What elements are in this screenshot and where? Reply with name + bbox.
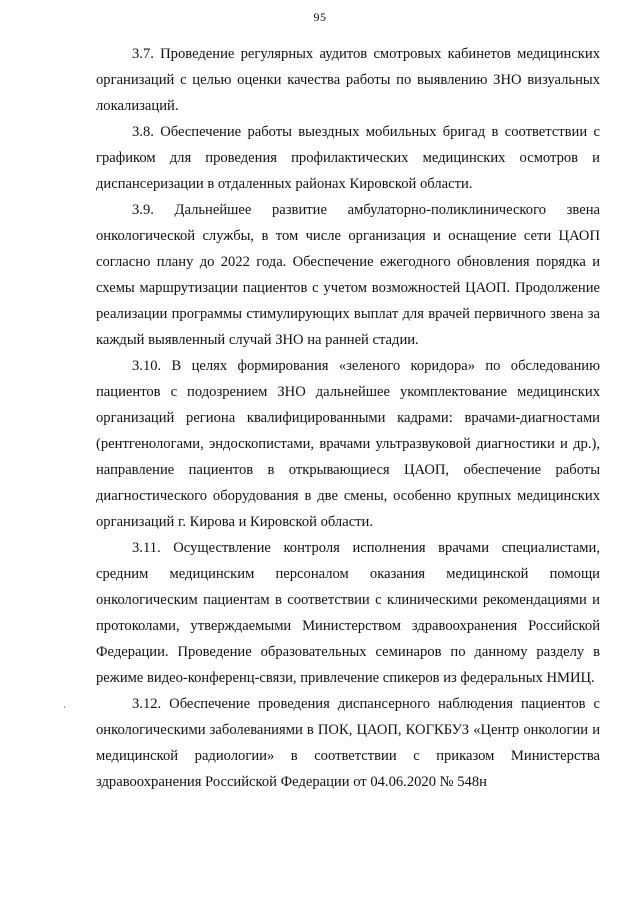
- paragraph-3-9: 3.9. Дальнейшее развитие амбулаторно-поликлинического звена онкологической службы, в том числе организация и оснащение сети ЦАОП согласно плану до 2022 года. Обеспечение ежегодного обновления порядка и схемы маршрутизации пациентов с учетом возможностей ЦАОП. Продолжение реализации программы стимулирующих выплат для врачей первичного звена за каждый выявленный случай ЗНО на ранней стадии.: [96, 202, 600, 348]
- paragraph-3-11: 3.11. Осуществление контроля исполнения врачами специалистами, средним медицинским персоналом оказания медицинской помощи онкологическим пациентам в соответствии с клиническими рекомендациями и протоколами, утверждаемыми Министерством здравоохранения Российской Федерации. Проведение образовательных семинаров по данному разделу в режиме видео-конференц-связи, привлечение спикеров из федеральных НМИЦ.: [96, 540, 600, 686]
- document-body: [96, 41, 600, 795]
- paragraph-3-12: 3.12. Обеспечение проведения диспансерного наблюдения пациентов с онкологическими заболеваниями в ПОК, ЦАОП, КОГКБУЗ «Центр онкологии и медицинской радиологии» в соответствии с приказом Министерства здравоохранения Российской Федерации от 04.06.2020 № 548н: [96, 696, 600, 790]
- paragraph-3-10: 3.10. В целях формирования «зеленого коридора» по обследованию пациентов с подозрением ЗНО дальнейшее укомплектование медицинских организаций региона квалифицированными кадрами: врачами-диагностами (рентгенологами, эндоскопистами, врачами ультразвуковой диагностики и др.), направление пациентов в открывающиеся ЦАОП, обеспечение работы диагностического оборудования в две смены, особенно крупных медицинских организаций г. Кирова и Кировской области.: [96, 358, 600, 530]
- paragraph-3-8: 3.8. Обеспечение работы выездных мобильных бригад в соответствии с графиком для проведения профилактических медицинских осмотров и диспансеризации в отдаленных районах Кировской области.: [96, 124, 600, 192]
- scan-speck: [64, 706, 65, 708]
- page-number: 95: [313, 10, 327, 24]
- paragraph-3-7: 3.7. Проведение регулярных аудитов смотровых кабинетов медицинских организаций с целью оценки качества работы по выявлению ЗНО визуальных локализаций.: [96, 46, 600, 114]
